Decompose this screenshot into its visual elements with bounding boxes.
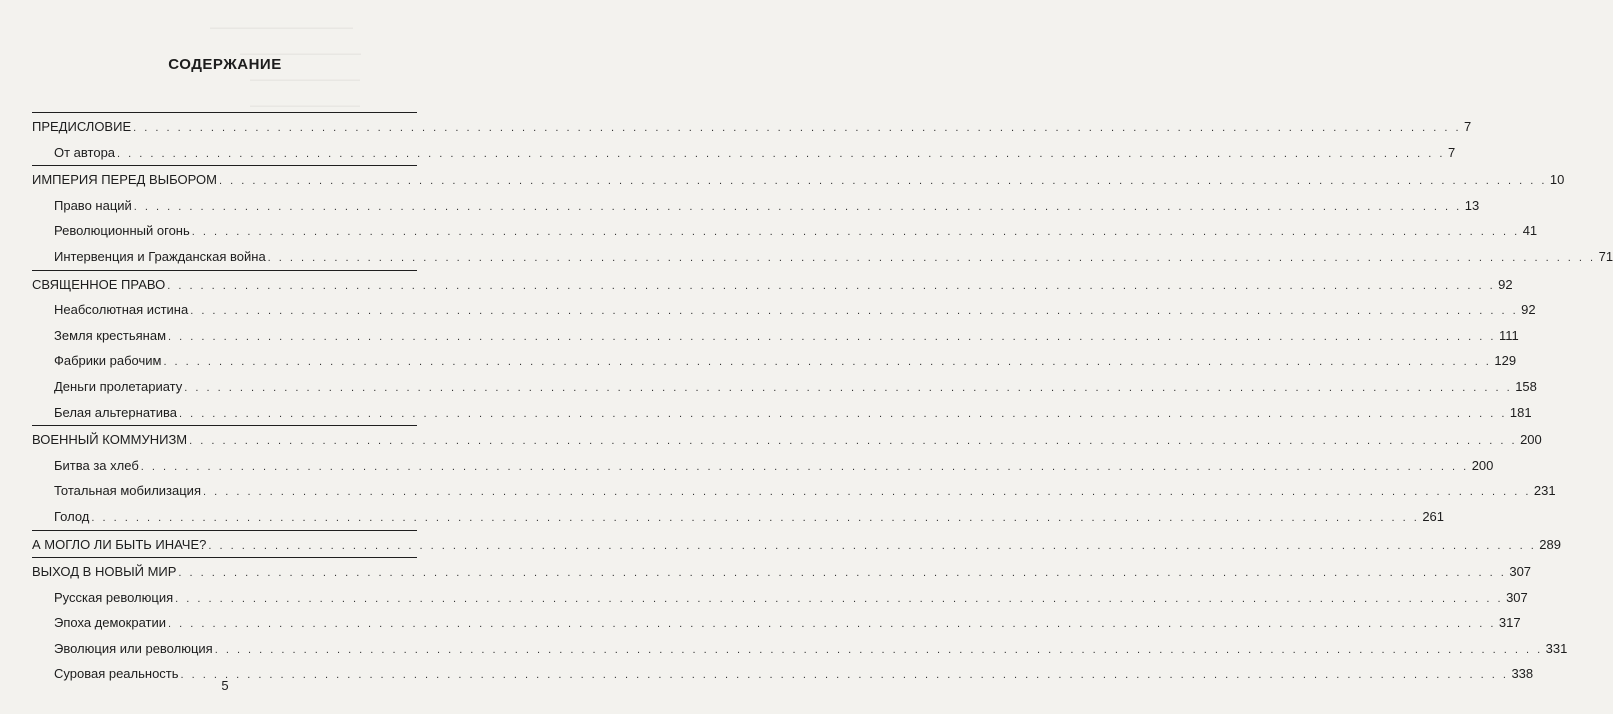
entry-title: ИМПЕРИЯ ПЕРЕД ВЫБОРОМ xyxy=(32,172,217,188)
toc-subentry[interactable] xyxy=(32,610,1521,636)
toc-subentry[interactable] xyxy=(32,453,1494,479)
toc-subentry[interactable] xyxy=(32,400,1532,426)
entry-page-number: 111 xyxy=(1498,327,1519,343)
page-number: 5 xyxy=(221,678,229,693)
toc-entry[interactable] xyxy=(32,167,1565,193)
dot-leader: . . . . . . . . . . . . . . . . . . . . . . . . . . . . . . . . . . . . . . . . . . . . . . . . . . . . . . . . . . . . . . . . . . . . . . . . . . . . . . . . . . . . . . . . . . . . . . . . . . . . . . . . . . . . . . . . . . . . . . . . xyxy=(184,381,1513,394)
entry-page-number: 158 xyxy=(1515,378,1537,394)
entry-page-number: 200 xyxy=(1471,457,1494,473)
toc-entry[interactable] xyxy=(32,427,1542,453)
entry-title: ВЫХОД В НОВЫЙ МИР xyxy=(32,564,177,580)
dot-leader: . . . . . . . . . . . . . . . . . . . . . . . . . . . . . . . . . . . . . . . . . . . . . . . . . . . . . . . . . . . . . . . . . . . . . . . . . . . . . . . . . . . . . . . . . . . . . . . . . . . . . . . . . . . . . . . . . . . . . . . . xyxy=(175,592,1504,605)
dot-leader: . . . . . . . . . . . . . . . . . . . . . . . . . . . . . . . . . . . . . . . . . . . . . . . . . . . . . . . . . . . . . . . . . . . . . . . . . . . . . . . . . . . . . . . . . . . . . . . . . . . . . . . . . . . . . . . . . . . . . . . . xyxy=(180,669,1509,682)
entry-title: ПРЕДИСЛОВИЕ xyxy=(32,119,132,134)
toc-heading: СОДЕРЖАНИЕ xyxy=(168,56,282,73)
entry-title: Земля крестьянам xyxy=(54,327,167,343)
entry-page-number: 41 xyxy=(1522,223,1538,239)
entry-title: Деньги пролетариату xyxy=(54,378,183,394)
entry-page-number: 231 xyxy=(1533,483,1556,499)
dot-leader: . . . . . . . . . . . . . . . . . . . . . . . . . . . . . . . . . . . . . . . . . . . . . . . . . . . . . . . . . . . . . . . . . . . . . . . . . . . . . . . . . . . . . . . . . . . . . . . . . . . . . . . . . . . . . . . . . . . . . . . . xyxy=(214,643,1543,656)
entry-title: ВОЕННЫЙ КОММУНИЗМ xyxy=(32,432,188,448)
toc-subentry[interactable] xyxy=(32,348,1517,374)
toc-subentry[interactable] xyxy=(32,297,1536,323)
dot-leader: . . . . . . . . . . . . . . . . . . . . . . . . . . . . . . . . . . . . . . . . . . . . . . . . . . . . . . . . . . . . . . . . . . . . . . . . . . . . . . . . . . . . . . . . . . . . . . . . . . . . . . . . . . . . . . . . . . . . . . . . xyxy=(168,330,1496,343)
dot-leader: . . . . . . . . . . . . . . . . . . . . . . . . . . . . . . . . . . . . . . . . . . . . . . . . . . . . . . . . . . . . . . . . . . . . . . . . . . . . . . . . . . . . . . . . . . . . . . . . . . . . . . . . . . . . . . . . . . . . . . . . xyxy=(203,486,1531,499)
entry-page-number: 129 xyxy=(1494,353,1517,369)
dot-leader: . . . . . . . . . . . . . . . . . . . . . . . . . . . . . . . . . . . . . . . . . . . . . . . . . . . . . . . . . . . . . . . . . . . . . . . . . . . . . . . . . . . . . . . . . . . . . . . . . . . . . . . . . . . . . . . . . . . . . . . . xyxy=(133,122,1462,134)
toc-entry[interactable] xyxy=(32,559,1532,585)
toc-section xyxy=(32,425,1556,529)
entry-page-number: 289 xyxy=(1539,536,1561,552)
dot-leader: . . . . . . . . . . . . . . . . . . . . . . . . . . . . . . . . . . . . . . . . . . . . . . . . . . . . . . . . . . . . . . . . . . . . . . . . . . . . . . . . . . . . . . . . . . . . . . . . . . . . . . . . . . . . . . . . . . . . . . . . xyxy=(218,175,1547,188)
entry-page-number: 7 xyxy=(1447,144,1456,160)
entry-title: Голод xyxy=(54,508,90,524)
dot-leader: . . . . . . . . . . . . . . . . . . . . . . . . . . . . . . . . . . . . . . . . . . . . . . . . . . . . . . . . . . . . . . . . . . . . . . . . . . . . . . . . . . . . . . . . . . . . . . . . . . . . . . . . . . . . . . . . . . . . . . . . xyxy=(163,356,1492,369)
dot-leader: . . . . . . . . . . . . . . . . . . . . . . . . . . . . . . . . . . . . . . . . . . . . . . . . . . . . . . . . . . . . . . . . . . . . . . . . . . . . . . . . . . . . . . . . . . . . . . . . . . . . . . . . . . . . . . . . . . . . . . . . xyxy=(140,460,1469,473)
entry-page-number: 10 xyxy=(1549,172,1565,188)
toc-entry[interactable] xyxy=(32,114,1472,140)
entry-page-number: 307 xyxy=(1509,564,1532,580)
dot-leader: . . . . . . . . . . . . . . . . . . . . . . . . . . . . . . . . . . . . . . . . . . . . . . . . . . . . . . . . . . . . . . . . . . . . . . . . . . . . . . . . . . . . . . . . . . . . . . . . . . . . . . . . . . . . . . . . . . . . . . . . xyxy=(117,147,1445,160)
entry-title: Интервенция и Гражданская война xyxy=(54,248,266,264)
entry-title: Революционный огонь xyxy=(54,223,190,239)
show-through-text: ————————————— ——————————— —————————— —————————— xyxy=(210,22,361,112)
entry-title: Тотальная мобилизация xyxy=(54,483,201,499)
table-of-contents xyxy=(32,112,1613,687)
entry-page-number: 181 xyxy=(1509,404,1532,420)
dot-leader: . . . . . . . . . . . . . . . . . . . . . . . . . . . . . . . . . . . . . . . . . . . . . . . . . . . . . . . . . . . . . . . . . . . . . . . . . . . . . . . . . . . . . . . . . . . . . . . . . . . . . . . . . . . . . . . . . . . . . . . . xyxy=(189,435,1518,448)
toc-subentry[interactable] xyxy=(32,323,1519,349)
toc-subentry[interactable] xyxy=(32,585,1528,611)
entry-page-number: 92 xyxy=(1498,276,1513,292)
toc-section xyxy=(32,165,1613,269)
toc-subentry[interactable] xyxy=(32,193,1480,219)
dot-leader: . . . . . . . . . . . . . . . . . . . . . . . . . . . . . . . . . . . . . . . . . . . . . . . . . . . . . . . . . . . . . . . . . . . . . . . . . . . . . . . . . . . . . . . . . . . . . . . . . . . . . . . . . . . . . . . . . . . . . . . . xyxy=(167,279,1496,292)
dot-leader: . . . . . . . . . . . . . . . . . . . . . . . . . . . . . . . . . . . . . . . . . . . . . . . . . . . . . . . . . . . . . . . . . . . . . . . . . . . . . . . . . . . . . . . . . . . . . . . . . . . . . . . . . . . . . . . . . . . . . . . . xyxy=(91,511,1420,524)
entry-page-number: 307 xyxy=(1506,589,1528,605)
entry-title: Неабсолютная истина xyxy=(54,302,189,318)
entry-page-number: 92 xyxy=(1521,302,1536,318)
dot-leader: . . . . . . . . . . . . . . . . . . . . . . . . . . . . . . . . . . . . . . . . . . . . . . . . . . . . . . . . . . . . . . . . . . . . . . . . . . . . . . . . . . . . . . . . . . . . . . . . . . . . . . . . . . . . . . . . . . . . . . . . xyxy=(190,305,1519,318)
entry-title: Эпоха демократии xyxy=(54,615,166,631)
entry-page-number: 331 xyxy=(1545,640,1568,656)
entry-page-number: 200 xyxy=(1520,432,1542,448)
toc-section xyxy=(32,557,1568,687)
toc-section xyxy=(32,530,1561,558)
entry-title: От автора xyxy=(54,144,116,160)
dot-leader: . . . . . . . . . . . . . . . . . . . . . . . . . . . . . . . . . . . . . . . . . . . . . . . . . . . . . . . . . . . . . . . . . . . . . . . . . . . . . . . . . . . . . . . . . . . . . . . . . . . . . . . . . . . . . . . . . . . . . . . . xyxy=(267,251,1596,264)
toc-subentry[interactable] xyxy=(32,636,1568,662)
toc-subentry[interactable] xyxy=(32,478,1556,504)
entry-title: Белая альтернатива xyxy=(54,404,177,420)
toc-entry[interactable] xyxy=(32,272,1513,298)
entry-title: Битва за хлеб xyxy=(54,457,139,473)
entry-title: Суровая реальность xyxy=(54,666,179,682)
entry-title: Эволюция или революция xyxy=(54,640,213,656)
entry-page-number: 261 xyxy=(1422,508,1445,524)
dot-leader: . . . . . . . . . . . . . . . . . . . . . . . . . . . . . . . . . . . . . . . . . . . . . . . . . . . . . . . . . . . . . . . . . . . . . . . . . . . . . . . . . . . . . . . . . . . . . . . . . . . . . . . . . . . . . . . . . . . . . . . . xyxy=(178,407,1507,420)
entry-title: Право наций xyxy=(54,197,132,213)
entry-page-number: 13 xyxy=(1464,197,1480,213)
entry-title: Фабрики рабочим xyxy=(54,353,162,369)
dot-leader: . . . . . . . . . . . . . . . . . . . . . . . . . . . . . . . . . . . . . . . . . . . . . . . . . . . . . . . . . . . . . . . . . . . . . . . . . . . . . . . . . . . . . . . . . . . . . . . . . . . . . . . . . . . . . . . . . . . . . . . . xyxy=(133,200,1462,213)
entry-page-number: 338 xyxy=(1511,666,1534,682)
toc-section xyxy=(32,112,1472,165)
toc-subentry[interactable] xyxy=(32,504,1445,530)
toc-subentry[interactable] xyxy=(32,374,1537,400)
entry-page-number: 71 xyxy=(1598,248,1613,264)
toc-subentry[interactable] xyxy=(32,244,1613,270)
dot-leader: . . . . . . . . . . . . . . . . . . . . . . . . . . . . . . . . . . . . . . . . . . . . . . . . . . . . . . . . . . . . . . . . . . . . . . . . . . . . . . . . . . . . . . . . . . . . . . . . . . . . . . . . . . . . . . . . . . . . . . . . xyxy=(168,618,1496,631)
toc-subentry[interactable] xyxy=(32,218,1538,244)
entry-title: А МОГЛО ЛИ БЫТЬ ИНАЧЕ? xyxy=(32,536,207,552)
dot-leader: . . . . . . . . . . . . . . . . . . . . . . . . . . . . . . . . . . . . . . . . . . . . . . . . . . . . . . . . . . . . . . . . . . . . . . . . . . . . . . . . . . . . . . . . . . . . . . . . . . . . . . . . . . . . . . . . . . . . . . . . xyxy=(178,567,1507,580)
toc-entry[interactable] xyxy=(32,532,1561,558)
entry-page-number: 317 xyxy=(1498,615,1521,631)
entry-title: СВЯЩЕННОЕ ПРАВО xyxy=(32,276,166,292)
toc-subentry[interactable] xyxy=(32,140,1456,166)
dot-leader: . . . . . . . . . . . . . . . . . . . . . . . . . . . . . . . . . . . . . . . . . . . . . . . . . . . . . . . . . . . . . . . . . . . . . . . . . . . . . . . . . . . . . . . . . . . . . . . . . . . . . . . . . . . . . . . . . . . . . . . . xyxy=(191,226,1520,239)
toc-section xyxy=(32,270,1537,426)
entry-page-number: 7 xyxy=(1464,119,1472,134)
entry-title: Русская революция xyxy=(54,589,174,605)
dot-leader: . . . . . . . . . . . . . . . . . . . . . . . . . . . . . . . . . . . . . . . . . . . . . . . . . . . . . . . . . . . . . . . . . . . . . . . . . . . . . . . . . . . . . . . . . . . . . . . . . . . . . . . . . . . . . . . . . . . . . . . . xyxy=(208,539,1537,552)
